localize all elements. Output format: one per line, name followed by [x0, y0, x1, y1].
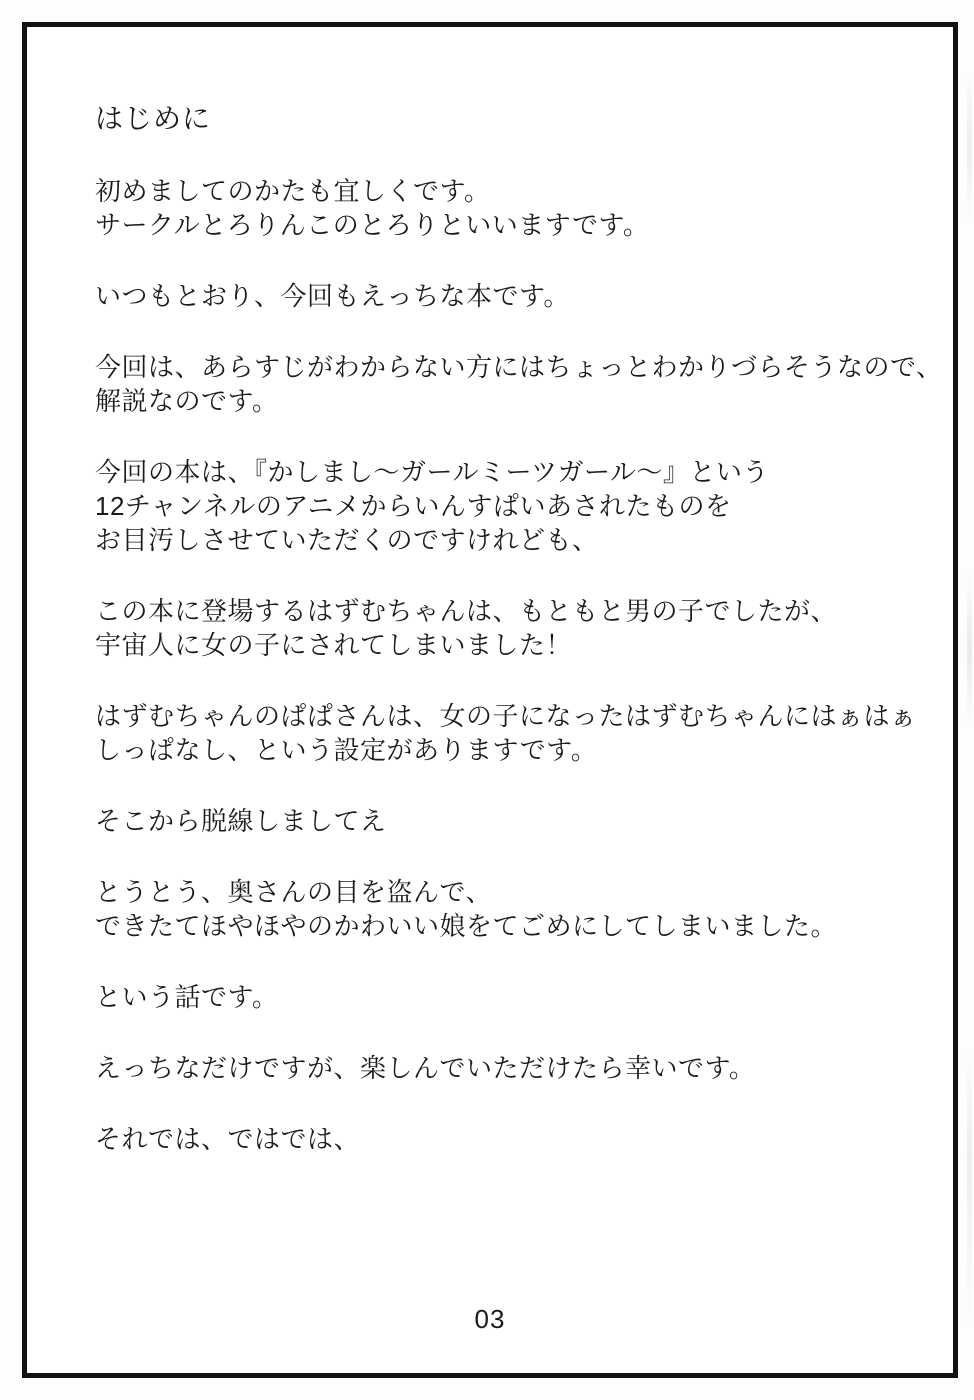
- text-line: 宇宙人に女の子にされてしまいました！: [95, 630, 573, 660]
- scan-edge-artifact: [967, 70, 972, 1330]
- paragraph-thats-the-story: [95, 980, 913, 1014]
- text-line: という話です。: [95, 982, 279, 1012]
- text-line: お目汚しさせていただくのですけれども、: [95, 525, 599, 555]
- paragraph-papa-setting: [95, 699, 917, 767]
- page-content: [27, 27, 953, 1193]
- paragraph-farewell: [95, 1122, 913, 1156]
- text-line: 12チャンネルのアニメからいんすぱいあされたものを: [95, 491, 732, 521]
- page-number: 03: [474, 1304, 506, 1334]
- text-line: そこから脱線しましてえ: [95, 806, 387, 836]
- text-line: いつもとおり、今回もえっちな本です。: [95, 281, 570, 311]
- paragraph-character-setup: [95, 594, 913, 662]
- paragraph-hope-enjoy: [95, 1051, 913, 1085]
- text-line: それでは、ではでは、: [95, 1124, 361, 1154]
- text-line: えっちなだけですが、楽しんでいただけたら幸いです。: [95, 1053, 756, 1083]
- text-line: 今回は、あらすじがわからない方にはちょっとわかりづらそうなので、: [95, 352, 943, 382]
- paragraph-explanation-intro: [95, 350, 943, 418]
- paragraph-source-work: [95, 455, 913, 557]
- text-line: サークルとろりんこのとろりといいますです。: [95, 210, 650, 240]
- paragraph-story-summary: [95, 875, 913, 943]
- paragraph-digression: [95, 804, 913, 838]
- text-line: できたてほやほやのかわいい娘をてごめにしてしまいました。: [95, 911, 838, 941]
- page-title: はじめに: [95, 103, 212, 134]
- paragraph-as-usual: [95, 279, 913, 313]
- paragraph-greeting: [95, 174, 913, 242]
- text-line: 初めましてのかたも宜しくです。: [95, 176, 491, 206]
- text-line: 今回の本は、『かしまし～ガールミーツガール～』という: [95, 457, 769, 487]
- text-line: はずむちゃんのぱぱさんは、女の子になったはずむちゃんにはぁはぁ: [95, 701, 917, 731]
- text-line: とうとう、奥さんの目を盗んで、: [95, 877, 492, 907]
- text-line: この本に登場するはずむちゃんは、もともと男の子でしたが、: [95, 596, 838, 626]
- text-line: 解説なのです。: [95, 386, 279, 416]
- text-line: しっぱなし、という設定がありますです。: [95, 735, 598, 765]
- page-border-frame: [22, 22, 958, 1378]
